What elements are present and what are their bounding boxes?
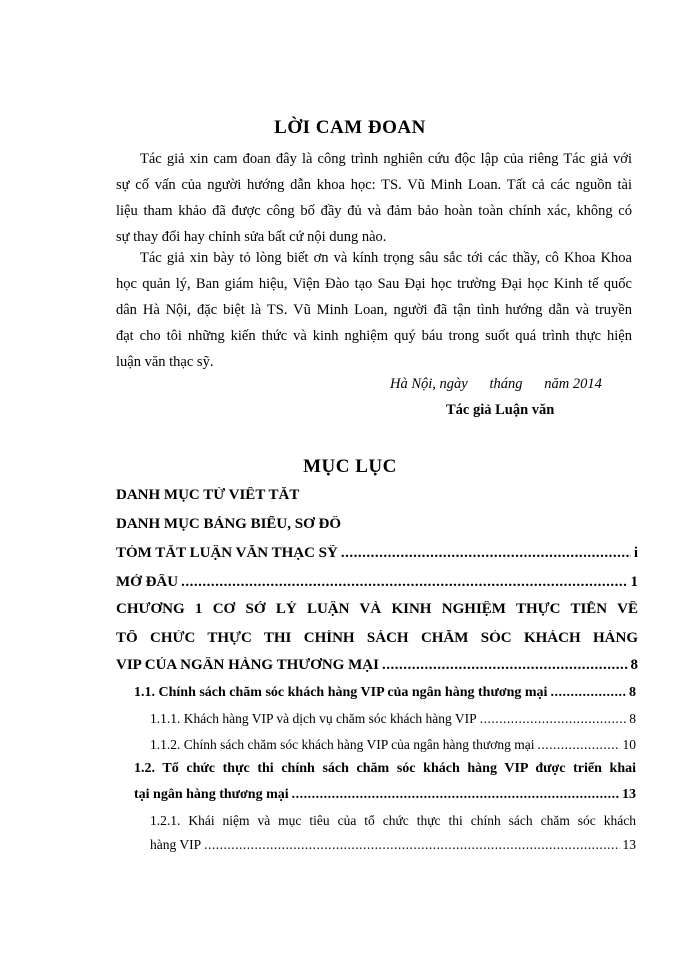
declaration-title: LỜI CAM ĐOAN [274,117,426,138]
toc-entry-label: 1.1.1. Khách hàng VIP và dịch vụ chăm sóc khách hàng VIP [150,711,477,726]
toc-entry-page: 13 [622,787,636,802]
toc-leader-dots [550,685,626,701]
toc-entry-label: tại ngân hàng thương mại [134,787,289,802]
toc-leader-dots [538,737,620,753]
toc-leader-dots [181,574,627,591]
signature-date: Hà Nội, ngày tháng năm 2014 [390,376,602,392]
text-line: Tác giả xin bày tỏ lòng biết ơn và kính trọng sâu sắc tới các thầy, cô Khoa Khoa [140,250,632,266]
toc-title: MỤC LỤC [303,456,397,477]
toc-leader-dots [341,545,631,562]
toc-entry-page: 8 [629,685,636,700]
toc-entry-page: 13 [622,837,636,852]
text-line: sự cố vấn của người hướng dẫn khoa học: TS. Vũ Minh Loan. Tất cả các nguồn tài [116,177,632,193]
toc-entry-label: hàng VIP [150,837,202,852]
toc-entry[interactable] [116,487,638,504]
toc-entry[interactable] [116,574,638,591]
toc-entry[interactable] [150,837,636,853]
toc-entry-label-line[interactable]: 1.2.1. Khái niệm và mục tiêu của tổ chức thực thi chính sách chăm sóc khách [150,813,636,828]
text-line: luận văn thạc sỹ. [116,354,214,370]
toc-entry-page: 10 [622,737,636,752]
toc-leader-dots [382,657,628,674]
toc-entry[interactable] [150,737,636,753]
toc-entry[interactable] [150,711,636,727]
signature-author: Tác giả Luận văn [446,402,555,418]
text-line: liệu tham khảo đã được công bố đầy đủ và đảm bảo hoàn toàn chính xác, không có [116,203,632,219]
toc-entry[interactable] [116,657,638,674]
toc-entry-page: 1 [630,574,638,590]
text-line: dân Hà Nội, đặc biệt là TS. Vũ Minh Loan, người đã tận tình hướng dẫn và truyền [116,302,632,318]
toc-entry-label: DANH MỤC BẢNG BIỂU, SƠ ĐỒ [116,516,342,532]
toc-entry-page: i [633,545,638,561]
toc-leader-dots [480,711,627,727]
toc-entry[interactable] [116,516,638,533]
toc-entry-label: MỞ ĐẦU [116,574,179,590]
toc-entry-label-line[interactable]: TỔ CHỨC THỰC THI CHÍNH SÁCH CHĂM SÓC KHÁCH HÀNG [116,630,638,646]
toc-entry-label: 1.1.2. Chính sách chăm sóc khách hàng VIP của ngân hàng thương mại [150,737,535,752]
declaration-paragraph-1 [116,146,632,250]
text-line: học quản lý, Ban giám hiệu, Viện Đào tạo Sau Đại học trường Đại học Kinh tế quốc [116,276,632,292]
toc-entry[interactable] [134,787,636,803]
toc-leader-dots [292,787,619,803]
toc-entry[interactable] [116,545,638,562]
toc-entry-label: DANH MỤC TỪ VIẾT TẮT [116,487,300,503]
toc-entry-label: TÓM TẮT LUẬN VĂN THẠC SỸ [116,545,338,561]
toc-entry-label: 1.1. Chính sách chăm sóc khách hàng VIP của ngân hàng thương mại [134,685,548,700]
text-line: đạt cho tôi những kiến thức và kinh nghiệm quý báu trong suốt quá trình thực hiện [116,328,632,344]
toc-entry[interactable] [134,685,636,701]
toc-entry-label-line[interactable]: CHƯƠNG 1 CƠ SỞ LÝ LUẬN VÀ KINH NGHIỆM THỰC TIỄN VỀ [116,601,638,617]
toc-entry-label-line[interactable]: 1.2. Tổ chức thực thi chính sách chăm sóc khách hàng VIP được triển khai [134,761,636,776]
declaration-paragraph-2 [116,245,632,375]
toc-entry-page: 8 [630,657,638,673]
toc-entry-page: 8 [629,711,636,726]
text-line: Tác giả xin cam đoan đây là công trình nghiên cứu độc lập của riêng Tác giả với [140,151,632,167]
text-line: sự thay đổi hay chỉnh sửa bất cứ nội dung nào. [116,229,387,245]
toc-leader-dots [204,837,619,853]
toc-entry-label: VIP CỦA NGÂN HÀNG THƯƠNG MẠI [116,657,379,673]
